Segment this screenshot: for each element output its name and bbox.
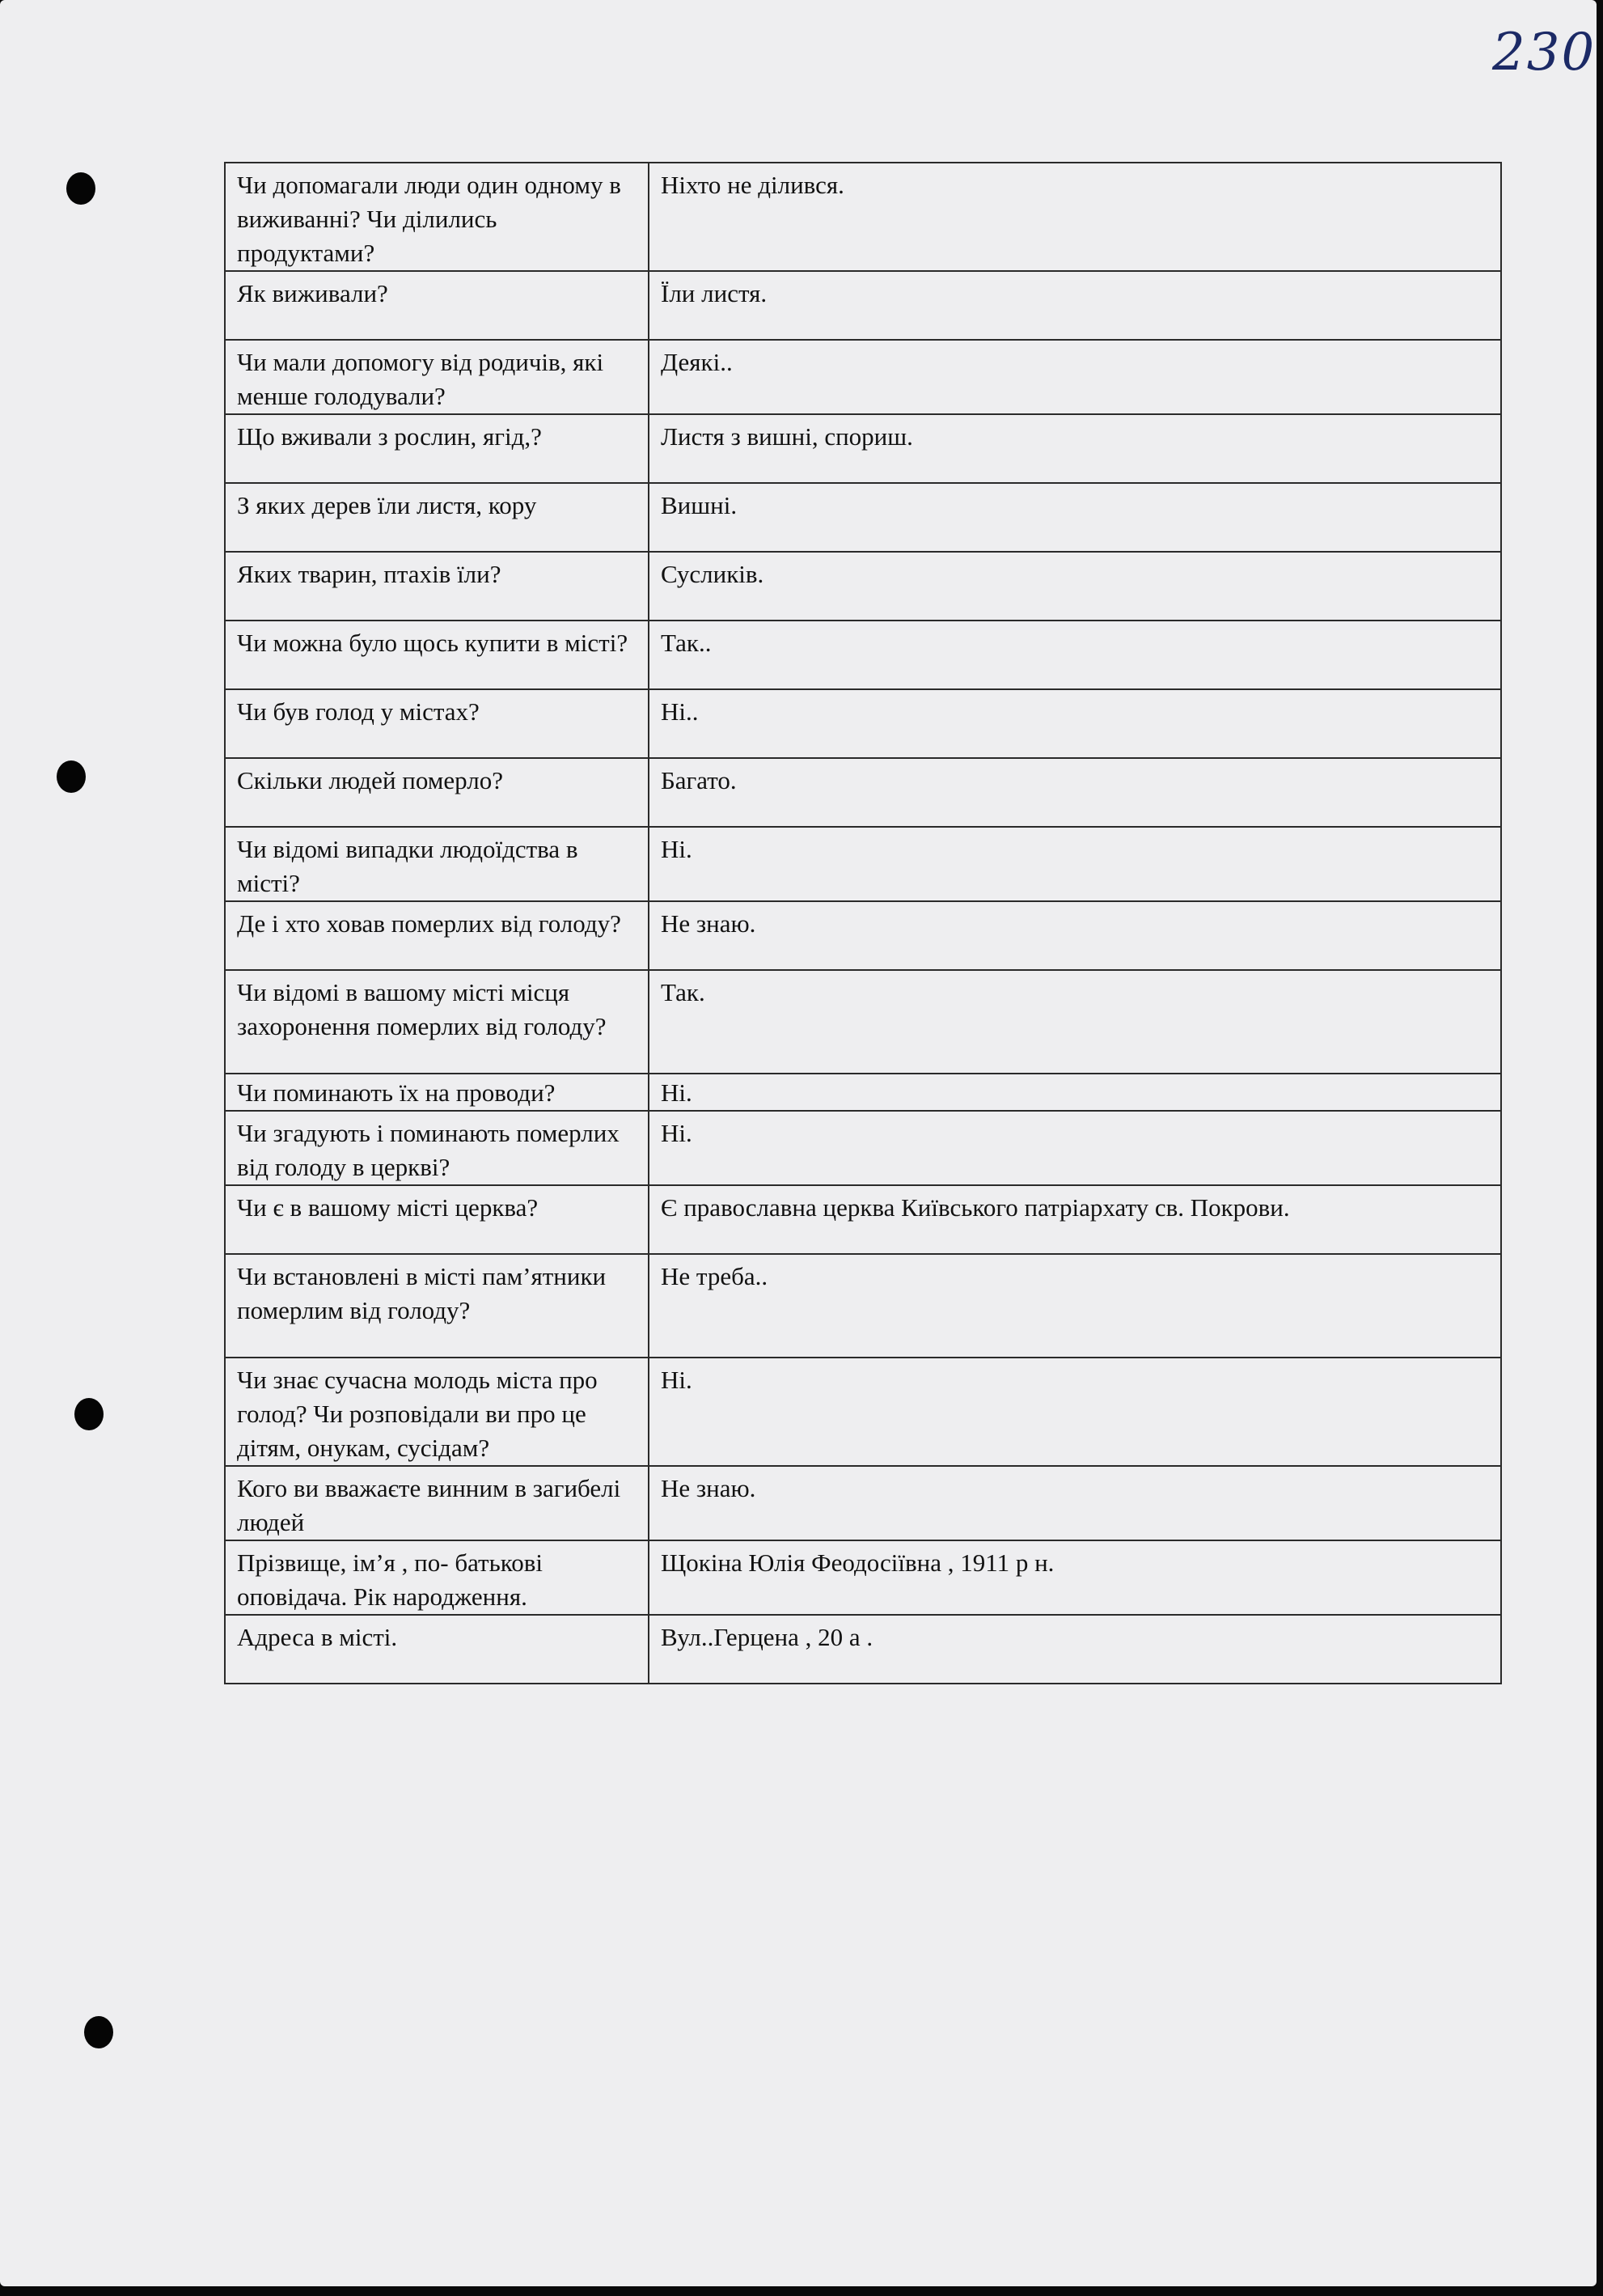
table-row xyxy=(225,621,1501,689)
table-row xyxy=(225,340,1501,414)
question-cell: Яких тварин, птахів їли? xyxy=(225,552,649,621)
question-cell: Чи відомі в вашому місті місця захоронення померлих від голоду? xyxy=(225,970,649,1074)
answer-cell: Ніхто не ділився. xyxy=(649,163,1501,271)
table-row xyxy=(225,1185,1501,1254)
table-row xyxy=(225,827,1501,901)
answer-cell: Листя з вишні, спориш. xyxy=(649,414,1501,483)
answer-cell: Багато. xyxy=(649,758,1501,827)
table-row xyxy=(225,1254,1501,1358)
question-cell: Чи поминають їх на проводи? xyxy=(225,1074,649,1111)
table-row xyxy=(225,414,1501,483)
question-cell: Де і хто ховав померлих від голоду? xyxy=(225,901,649,970)
punch-hole xyxy=(66,172,95,205)
questionnaire-table xyxy=(224,162,1502,1684)
table-row xyxy=(225,1615,1501,1684)
table-row xyxy=(225,901,1501,970)
table-row xyxy=(225,552,1501,621)
answer-cell: Вишні. xyxy=(649,483,1501,552)
question-cell: Що вживали з рослин, ягід,? xyxy=(225,414,649,483)
table-row xyxy=(225,689,1501,758)
punch-hole xyxy=(74,1398,104,1430)
answer-cell: Ні. xyxy=(649,827,1501,901)
question-cell: Кого ви вважаєте винним в загибелі людей xyxy=(225,1466,649,1540)
answer-cell: Вул..Герцена , 20 а . xyxy=(649,1615,1501,1684)
table-row xyxy=(225,758,1501,827)
punch-hole xyxy=(57,760,86,793)
answer-cell: Їли листя. xyxy=(649,271,1501,340)
table-row xyxy=(225,1540,1501,1615)
table-row xyxy=(225,1466,1501,1540)
table-row xyxy=(225,1111,1501,1185)
answer-cell: Не знаю. xyxy=(649,901,1501,970)
table-row xyxy=(225,1074,1501,1111)
answer-cell: Є православна церква Київського патріархату св. Покрови. xyxy=(649,1185,1501,1254)
answer-cell: Не треба.. xyxy=(649,1254,1501,1358)
answer-cell: Ні. xyxy=(649,1074,1501,1111)
answer-cell: Не знаю. xyxy=(649,1466,1501,1540)
punch-hole xyxy=(84,2016,113,2048)
question-cell: Чи знає сучасна молодь міста про голод? Чи розповідали ви про це дітям, онукам, сусідам? xyxy=(225,1358,649,1466)
question-cell: Чи відомі випадки людоїдства в місті? xyxy=(225,827,649,901)
question-cell: Чи встановлені в місті пам’ятники померлим від голоду? xyxy=(225,1254,649,1358)
answer-cell: Сусликів. xyxy=(649,552,1501,621)
answer-cell: Ні. xyxy=(649,1111,1501,1185)
question-cell: Скільки людей померло? xyxy=(225,758,649,827)
question-cell: Чи згадують і поминають померлих від голоду в церкві? xyxy=(225,1111,649,1185)
question-cell: Чи мали допомогу від родичів, які менше голодували? xyxy=(225,340,649,414)
question-cell: Як виживали? xyxy=(225,271,649,340)
table-row xyxy=(225,1358,1501,1466)
question-cell: З яких дерев їли листя, кору xyxy=(225,483,649,552)
question-cell: Чи допомагали люди один одному в виживанні? Чи ділились продуктами? xyxy=(225,163,649,271)
question-cell: Адреса в місті. xyxy=(225,1615,649,1684)
table-row xyxy=(225,163,1501,271)
question-cell: Чи можна було щось купити в місті? xyxy=(225,621,649,689)
question-cell: Чи був голод у містах? xyxy=(225,689,649,758)
question-cell: Прізвище, ім’я , по- батькові оповідача. Рік народження. xyxy=(225,1540,649,1615)
answer-cell: Ні.. xyxy=(649,689,1501,758)
answer-cell: Так. xyxy=(649,970,1501,1074)
question-cell: Чи є в вашому місті церква? xyxy=(225,1185,649,1254)
table-row xyxy=(225,271,1501,340)
answer-cell: Деякі.. xyxy=(649,340,1501,414)
answer-cell: Щокіна Юлія Феодосіївна , 1911 р н. xyxy=(649,1540,1501,1615)
table-row xyxy=(225,483,1501,552)
answer-cell: Так.. xyxy=(649,621,1501,689)
table-row xyxy=(225,970,1501,1074)
page-number: 230 xyxy=(1492,23,1597,83)
answer-cell: Ні. xyxy=(649,1358,1501,1466)
